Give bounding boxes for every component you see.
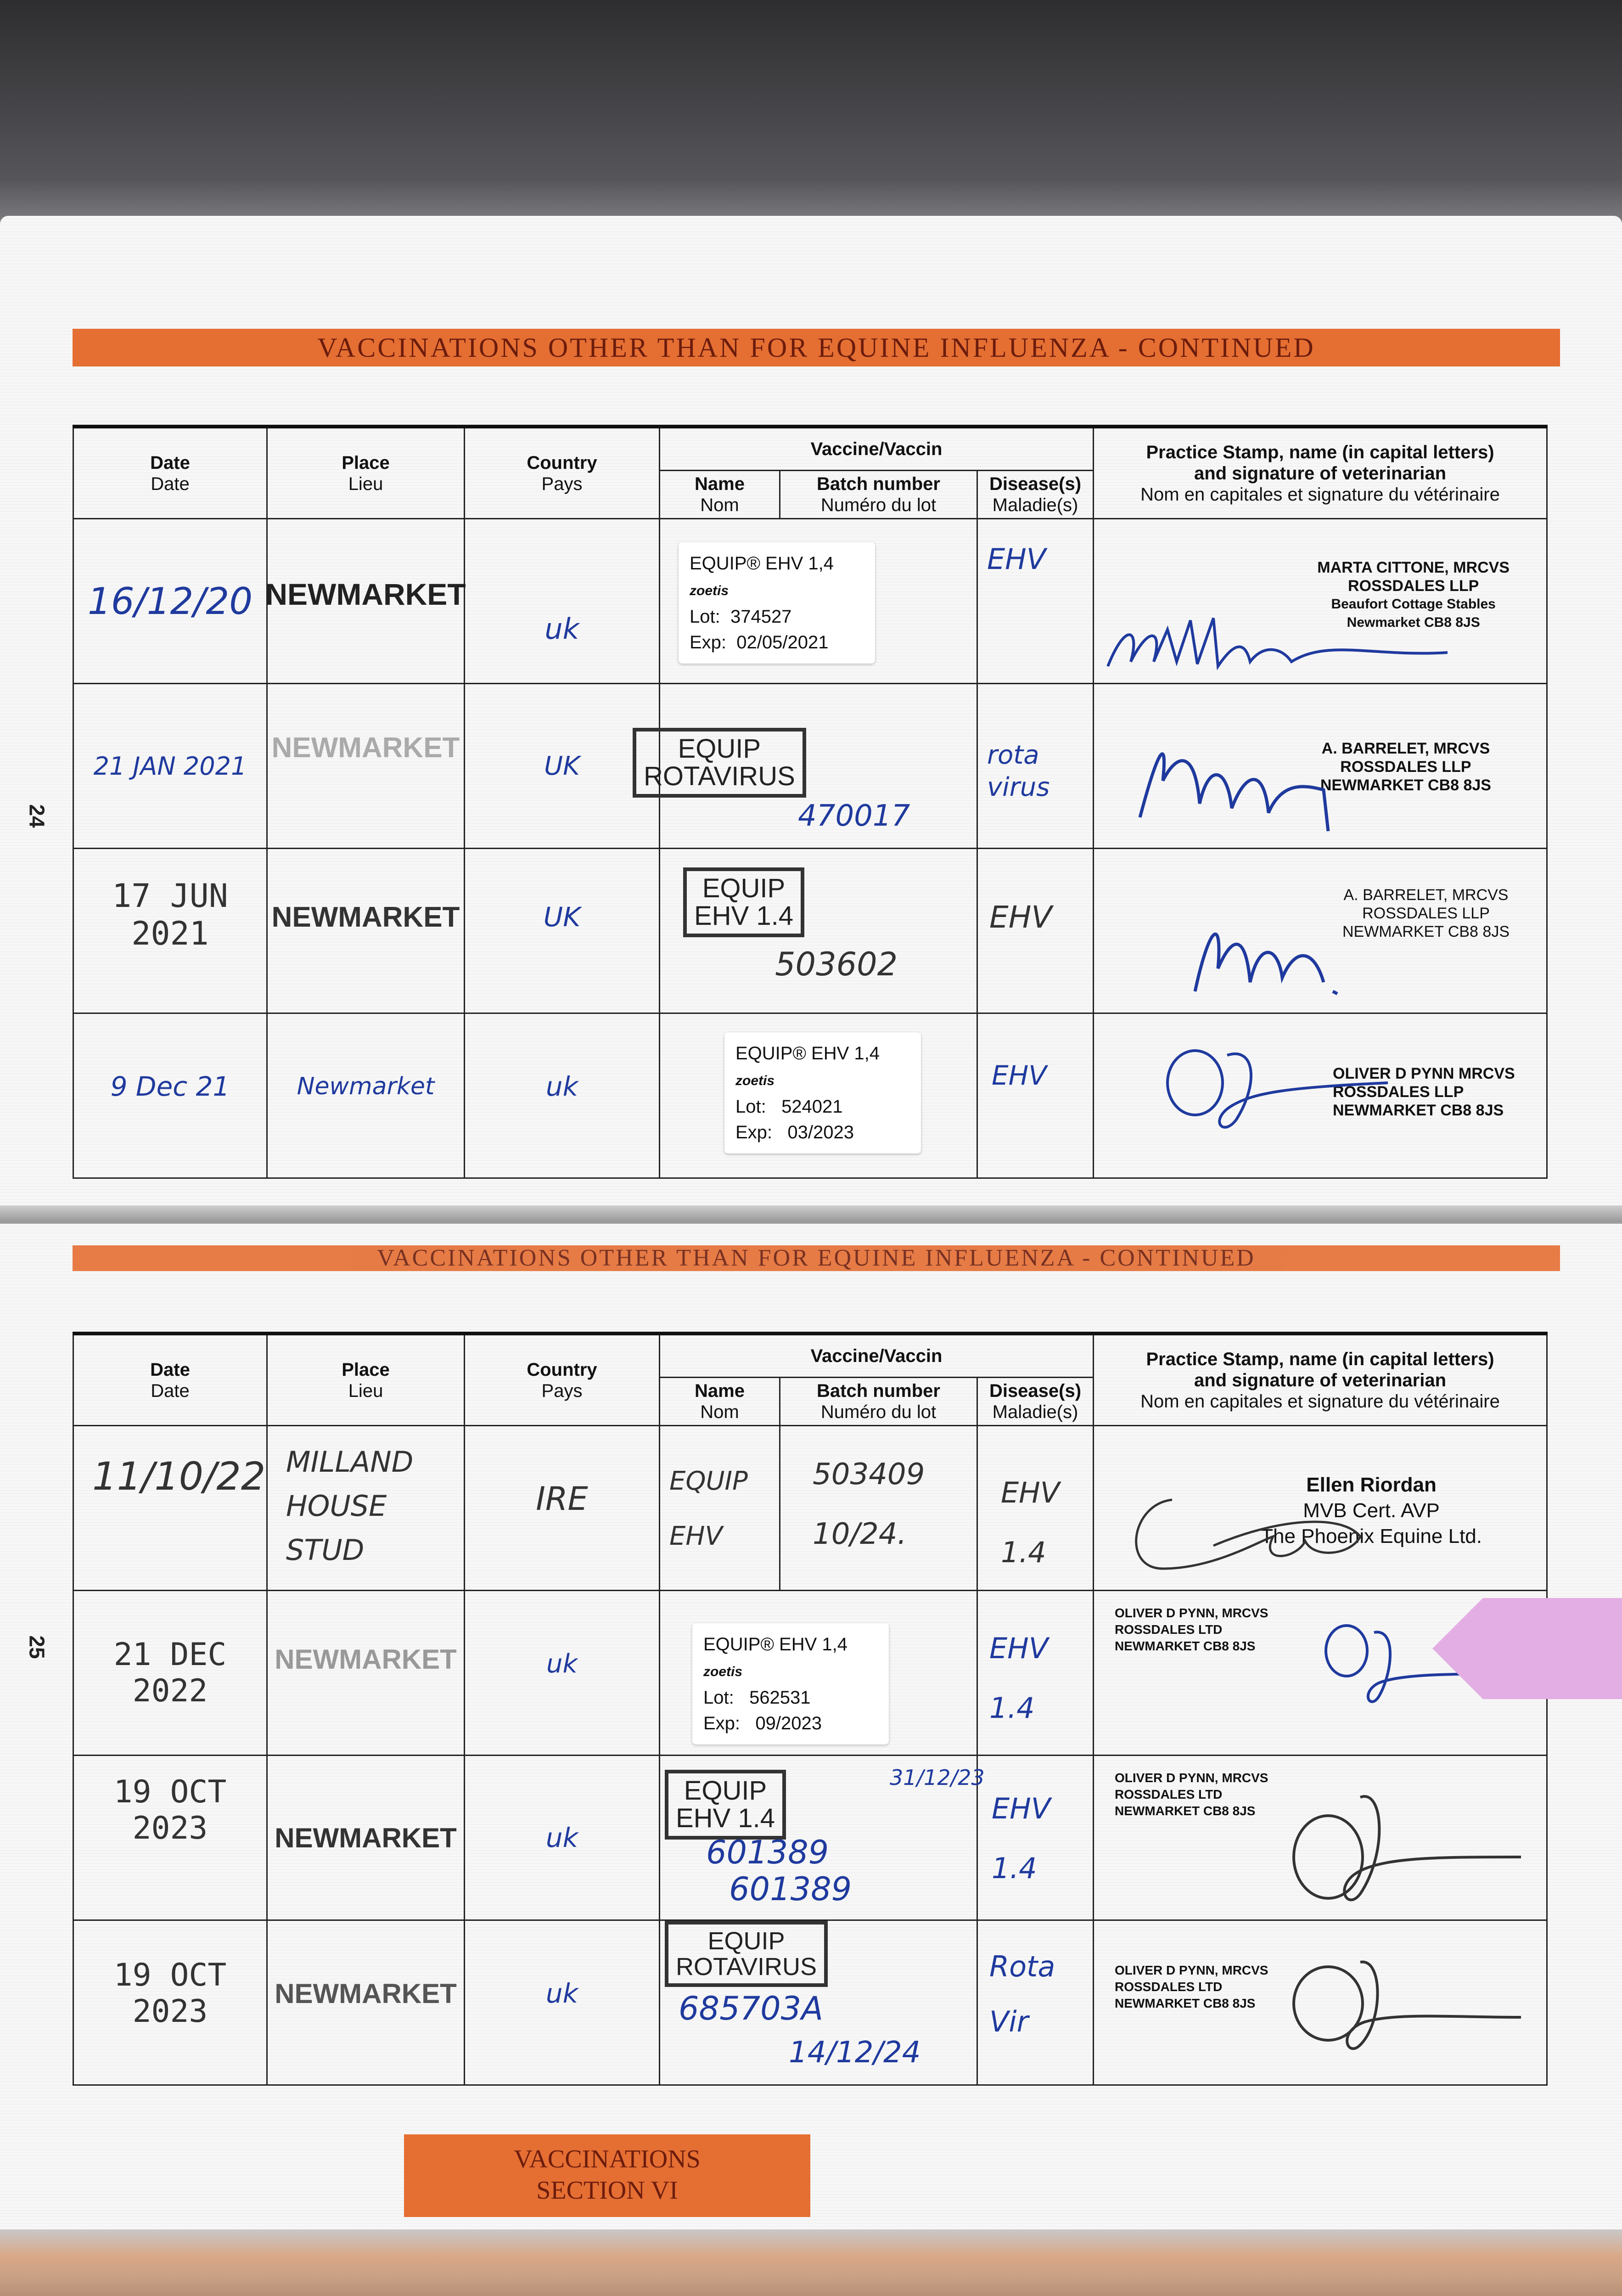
vet-stamp: OLIVER D PYNN MRCVS ROSSDALES LLP NEWMARKET CB8 8JS (1333, 1065, 1515, 1119)
header-disease: Disease(s) Maladie(s) (977, 1378, 1094, 1426)
table-row (73, 684, 1547, 849)
practice-cell (1094, 849, 1547, 1013)
country-cell: UK (465, 849, 660, 1013)
practice-cell (1094, 1920, 1547, 2085)
practice-cell (1094, 519, 1547, 684)
header-country: Country Pays (465, 1334, 660, 1426)
name-cell: EQUIP EHV (660, 1426, 780, 1591)
date-cell: 11/10/22 (73, 1426, 267, 1591)
header-practice: Practice Stamp, name (in capital letters) and signature of veterinarian Nom en capitales et signature du vétérinaire (1094, 1334, 1547, 1426)
vaccine-stamp: EQUIP ROTAVIRUS (665, 1921, 828, 1987)
table-row (73, 1426, 1547, 1591)
country-cell: IRE (465, 1426, 660, 1591)
vet-stamp: A. BARRELET, MRCVS ROSSDALES LLP NEWMARKET CB8 8JS (1320, 740, 1491, 794)
vaccine-cell: EQUIP EHV 1.4 503602 (660, 849, 977, 1013)
date-cell: 19 OCT 2023 (73, 1756, 267, 1920)
table-row (73, 1756, 1547, 1920)
page-number-24: 24 (25, 804, 49, 828)
vaccination-table-24 (73, 425, 1548, 1179)
header-place: Place Lieu (267, 1334, 465, 1426)
country-cell: UK (465, 684, 660, 849)
country-cell: uk (465, 1591, 660, 1756)
place-cell: MILLAND HOUSE STUD (267, 1426, 465, 1591)
practice-cell (1094, 1426, 1547, 1591)
country-cell: uk (465, 1756, 660, 1920)
vet-stamp: MARTA CITTONE, MRCVS ROSSDALES LLP Beaufort Cottage Stables Newmarket CB8 8JS (1317, 559, 1510, 630)
date-cell: 21 DEC 2022 (73, 1591, 267, 1756)
header-batch: Batch number Numéro du lot (780, 1378, 977, 1426)
header-disease: Disease(s) Maladie(s) (977, 471, 1094, 519)
table-row (73, 1920, 1547, 2085)
vaccine-cell (660, 1591, 977, 1756)
date-cell: 21 JAN 2021 (73, 684, 267, 849)
vaccine-cell (660, 1013, 977, 1178)
vet-stamp: OLIVER D PYNN, MRCVS ROSSDALES LTD NEWMARKET CB8 8JS (1115, 1963, 1268, 2010)
date-cell: 19 OCT 2023 (73, 1920, 267, 2085)
signature-icon (1278, 1779, 1526, 1912)
header-date: Date Date (73, 427, 267, 519)
date-cell: 16/12/20 (73, 519, 267, 684)
page-marker-tab-icon (1432, 1598, 1622, 1699)
place-cell: NEWMARKET (267, 1756, 465, 1920)
vaccine-cell: EQUIP ROTAVIRUS 470017 (660, 684, 977, 849)
signature-icon (1131, 726, 1388, 836)
place-cell: NEWMARKET (267, 1591, 465, 1756)
header-name: Name Nom (660, 1378, 780, 1426)
place-cell: NEWMARKET (267, 519, 465, 684)
country-cell: uk (465, 1013, 660, 1178)
date-cell: 17 JUN 2021 (73, 849, 267, 1013)
vaccine-stamp: EQUIP ROTAVIRUS (633, 728, 806, 798)
practice-cell (1094, 1013, 1547, 1178)
header-date: Date Date (73, 1334, 267, 1426)
vaccine-cell (660, 519, 977, 684)
vaccine-stamp: EQUIP EHV 1.4 (683, 867, 804, 937)
header-name: Name Nom (660, 471, 780, 519)
header-practice: Practice Stamp, name (in capital letters) and signature of veterinarian Nom en capitales et signature du vétérinaire (1094, 427, 1547, 519)
place-cell: Newmarket (267, 1013, 465, 1178)
signature-icon (1099, 611, 1457, 680)
vaccination-table-25 (73, 1332, 1548, 2086)
page-24-banner: VACCINATIONS OTHER THAN FOR EQUINE INFLUENZA - CONTINUED (73, 329, 1560, 366)
vaccine-cell: EQUIP ROTAVIRUS 685703A 14/12/24 (660, 1920, 977, 2085)
vaccine-cell: EQUIP EHV 1.4 31/12/23 601389 601389 (660, 1756, 977, 1920)
signature-icon (1278, 1948, 1526, 2054)
place-cell: NEWMARKET (267, 684, 465, 849)
practice-cell (1094, 1756, 1547, 1920)
table-row (73, 1591, 1547, 1756)
disease-cell: Rota Vir (977, 1920, 1094, 2085)
vaccine-label: EQUIP® EHV 1,4 zoetis Lot: 374527 Exp: 02/05/2021 (679, 542, 875, 664)
disease-cell: EHV (977, 1013, 1094, 1178)
signature-icon (1186, 900, 1415, 1001)
section-footer: VACCINATIONS SECTION VI (404, 2134, 810, 2217)
header-vaccine: Vaccine/Vaccin (660, 1334, 1094, 1378)
disease-cell: EHV (977, 849, 1094, 1013)
batch-cell: 503409 10/24. (780, 1426, 977, 1591)
disease-cell: rota virus (977, 684, 1094, 849)
disease-cell: EHV (977, 519, 1094, 684)
vaccine-stamp: EQUIP EHV 1.4 (665, 1770, 786, 1840)
place-cell: NEWMARKET (267, 1920, 465, 2085)
background-top (0, 0, 1622, 239)
disease-cell: EHV 1.4 (977, 1426, 1094, 1591)
signature-icon (1154, 1028, 1392, 1142)
practice-cell (1094, 684, 1547, 849)
disease-cell: EHV 1.4 (977, 1591, 1094, 1756)
table-row (73, 1013, 1547, 1178)
date-cell: 9 Dec 21 (73, 1013, 267, 1178)
vaccine-label: EQUIP® EHV 1,4 zoetis Lot: 562531 Exp: 09/2023 (692, 1623, 889, 1745)
vaccine-label: EQUIP® EHV 1,4 zoetis Lot: 524021 Exp: 03/2023 (724, 1032, 921, 1154)
header-batch: Batch number Numéro du lot (780, 471, 977, 519)
book-bottom-edge (0, 2229, 1622, 2296)
page-number-25: 25 (25, 1635, 49, 1659)
header-country: Country Pays (465, 427, 660, 519)
table-row (73, 519, 1547, 684)
header-vaccine: Vaccine/Vaccin (660, 427, 1094, 471)
vet-stamp: A. BARRELET, MRCVS ROSSDALES LLP NEWMARKET CB8 8JS (1342, 886, 1510, 940)
signature-icon (1122, 1486, 1379, 1578)
disease-cell: EHV 1.4 (977, 1756, 1094, 1920)
page-25-banner: VACCINATIONS OTHER THAN FOR EQUINE INFLUENZA - CONTINUED (73, 1245, 1560, 1271)
vet-stamp: OLIVER D PYNN, MRCVS ROSSDALES LTD NEWMARKET CB8 8JS (1115, 1606, 1268, 1653)
place-cell: NEWMARKET (267, 849, 465, 1013)
vet-stamp: Ellen Riordan MVB Cert. AVP The Phoenix Equine Ltd. (1261, 1474, 1482, 1548)
country-cell: uk (465, 519, 660, 684)
table-row (73, 849, 1547, 1013)
header-place: Place Lieu (267, 427, 465, 519)
country-cell: uk (465, 1920, 660, 2085)
vet-stamp: OLIVER D PYNN, MRCVS ROSSDALES LTD NEWMARKET CB8 8JS (1115, 1771, 1268, 1818)
